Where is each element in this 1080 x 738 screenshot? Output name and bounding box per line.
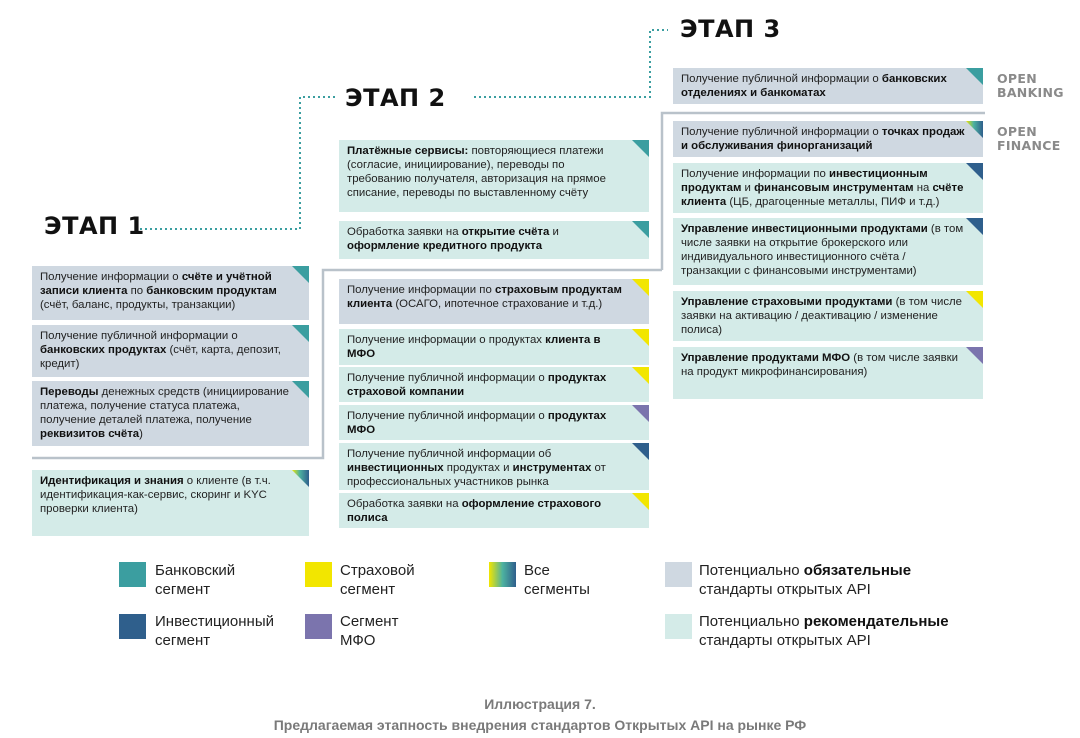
investment-segment-marker xyxy=(966,218,983,235)
all-segments-marker xyxy=(292,470,309,487)
legend-insurance-swatch xyxy=(305,562,332,587)
bank-segment-marker xyxy=(292,266,309,283)
stage-2-title: ЭТАП 2 xyxy=(345,84,446,112)
legend-recommended-label: Потенциально рекомендательные стандарты открытых API xyxy=(699,613,949,649)
stage2-account-opening-box: Обработка заявки на открытие счёта и оформление кредитного продукта xyxy=(339,221,649,259)
legend-mfo-label: Сегмент МФО xyxy=(340,613,399,649)
legend-mfo-swatch xyxy=(305,614,332,639)
mfo-segment-marker xyxy=(632,405,649,422)
all-segments-marker xyxy=(966,121,983,138)
stage1-transfers-box: Переводы денежных средств (инициирование платежа, получение статуса платежа, получение деталей платежа, получение реквизитов счёта) xyxy=(32,381,309,446)
bank-segment-marker xyxy=(292,381,309,398)
legend-all-swatch xyxy=(489,562,516,587)
stage1-dotted-connector xyxy=(140,97,336,229)
insurance-segment-marker xyxy=(632,493,649,510)
bank-segment-marker xyxy=(292,325,309,342)
figure-caption-title: Предлагаемая этапность внедрения стандартов Открытых API на рынке РФ xyxy=(273,717,807,733)
legend-mandatory-swatch xyxy=(665,562,692,587)
stage3-service-points-box: Получение публичной информации о точках продаж и обслуживания финорганизаций xyxy=(673,121,983,157)
stage1-identification-box: Идентификация и знания о клиенте (в т.ч. идентификация-как-сервис, скоринг и KYC проверки клиента) xyxy=(32,470,309,536)
insurance-segment-marker xyxy=(632,279,649,296)
stage3-investment-management-box: Управление инвестиционными продуктами (в том числе заявки на открытие брокерского или индивидуального инвестиционного счёта / транзакции с финансовыми инструментами) xyxy=(673,218,983,285)
stage2-payment-services-box: Платёжные сервисы: повторяющиеся платежи (согласие, инициирование), переводы по требованию получателя, авторизация на прямое списание, переводы по выставленному счёту xyxy=(339,140,649,212)
legend-insurance-label: Страховой сегмент xyxy=(340,562,415,598)
legend-bank-label: Банковский сегмент xyxy=(155,562,236,598)
legend-investment-label: Инвестиционный сегмент xyxy=(155,613,274,649)
legend-investment-swatch xyxy=(119,614,146,639)
stage-1-title: ЭТАП 1 xyxy=(44,212,145,240)
stage2-insurer-products-box: Получение публичной информации о продуктах страховой компании xyxy=(339,367,649,402)
stage-3-title: ЭТАП 3 xyxy=(680,15,781,43)
legend-recommended-swatch xyxy=(665,614,692,639)
stage2-mfo-client-products-box: Получение информации о продуктах клиента в МФО xyxy=(339,329,649,365)
stage3-investment-products-box: Получение информации по инвестиционным продуктам и финансовым инструментам на счёте клиента (ЦБ, драгоценные металлы, ПИФ и т.д.) xyxy=(673,163,983,213)
bank-segment-marker xyxy=(966,68,983,85)
insurance-segment-marker xyxy=(632,329,649,346)
stage2-investment-public-box: Получение публичной информации об инвестиционных продуктах и инструментах от профессиональных участников рынка xyxy=(339,443,649,490)
stage2-mfo-products-box: Получение публичной информации о продуктах МФО xyxy=(339,405,649,440)
investment-segment-marker xyxy=(632,443,649,460)
investment-segment-marker xyxy=(966,163,983,180)
stage2-insurance-products-box: Получение информации по страховым продуктам клиента (ОСАГО, ипотечное страхование и т.д.) xyxy=(339,279,649,324)
insurance-segment-marker xyxy=(966,291,983,308)
stage1-bank-products-box: Получение публичной информации о банковских продуктах (счёт, карта, депозит, кредит) xyxy=(32,325,309,377)
stage2-dotted-connector xyxy=(474,30,668,97)
open-finance-label: OPEN FINANCE xyxy=(997,124,1061,153)
stage3-insurance-management-box: Управление страховыми продуктами (в том числе заявки на активацию / деактивацию / изменение полиса) xyxy=(673,291,983,341)
legend-all-label: Все сегменты xyxy=(524,562,590,598)
legend-bank-swatch xyxy=(119,562,146,587)
open-banking-label: OPEN BANKING xyxy=(997,71,1064,100)
mfo-segment-marker xyxy=(966,347,983,364)
stage3-mfo-management-box: Управление продуктами МФО (в том числе заявки на продукт микрофинансирования) xyxy=(673,347,983,399)
stage2-insurance-policy-box: Обработка заявки на оформление страхового полиса xyxy=(339,493,649,528)
stage1-client-accounts-box: Получение информации о счёте и учётной записи клиента по банковским продуктам (счёт, баланс, продукты, транзакции) xyxy=(32,266,309,320)
insurance-segment-marker xyxy=(632,367,649,384)
bank-segment-marker xyxy=(632,140,649,157)
bank-segment-marker xyxy=(632,221,649,238)
stage3-bank-branches-box: Получение публичной информации о банковских отделениях и банкоматах xyxy=(673,68,983,104)
legend-mandatory-label: Потенциально обязательные стандарты открытых API xyxy=(699,562,912,598)
figure-caption-number: Иллюстрация 7. xyxy=(484,696,596,712)
